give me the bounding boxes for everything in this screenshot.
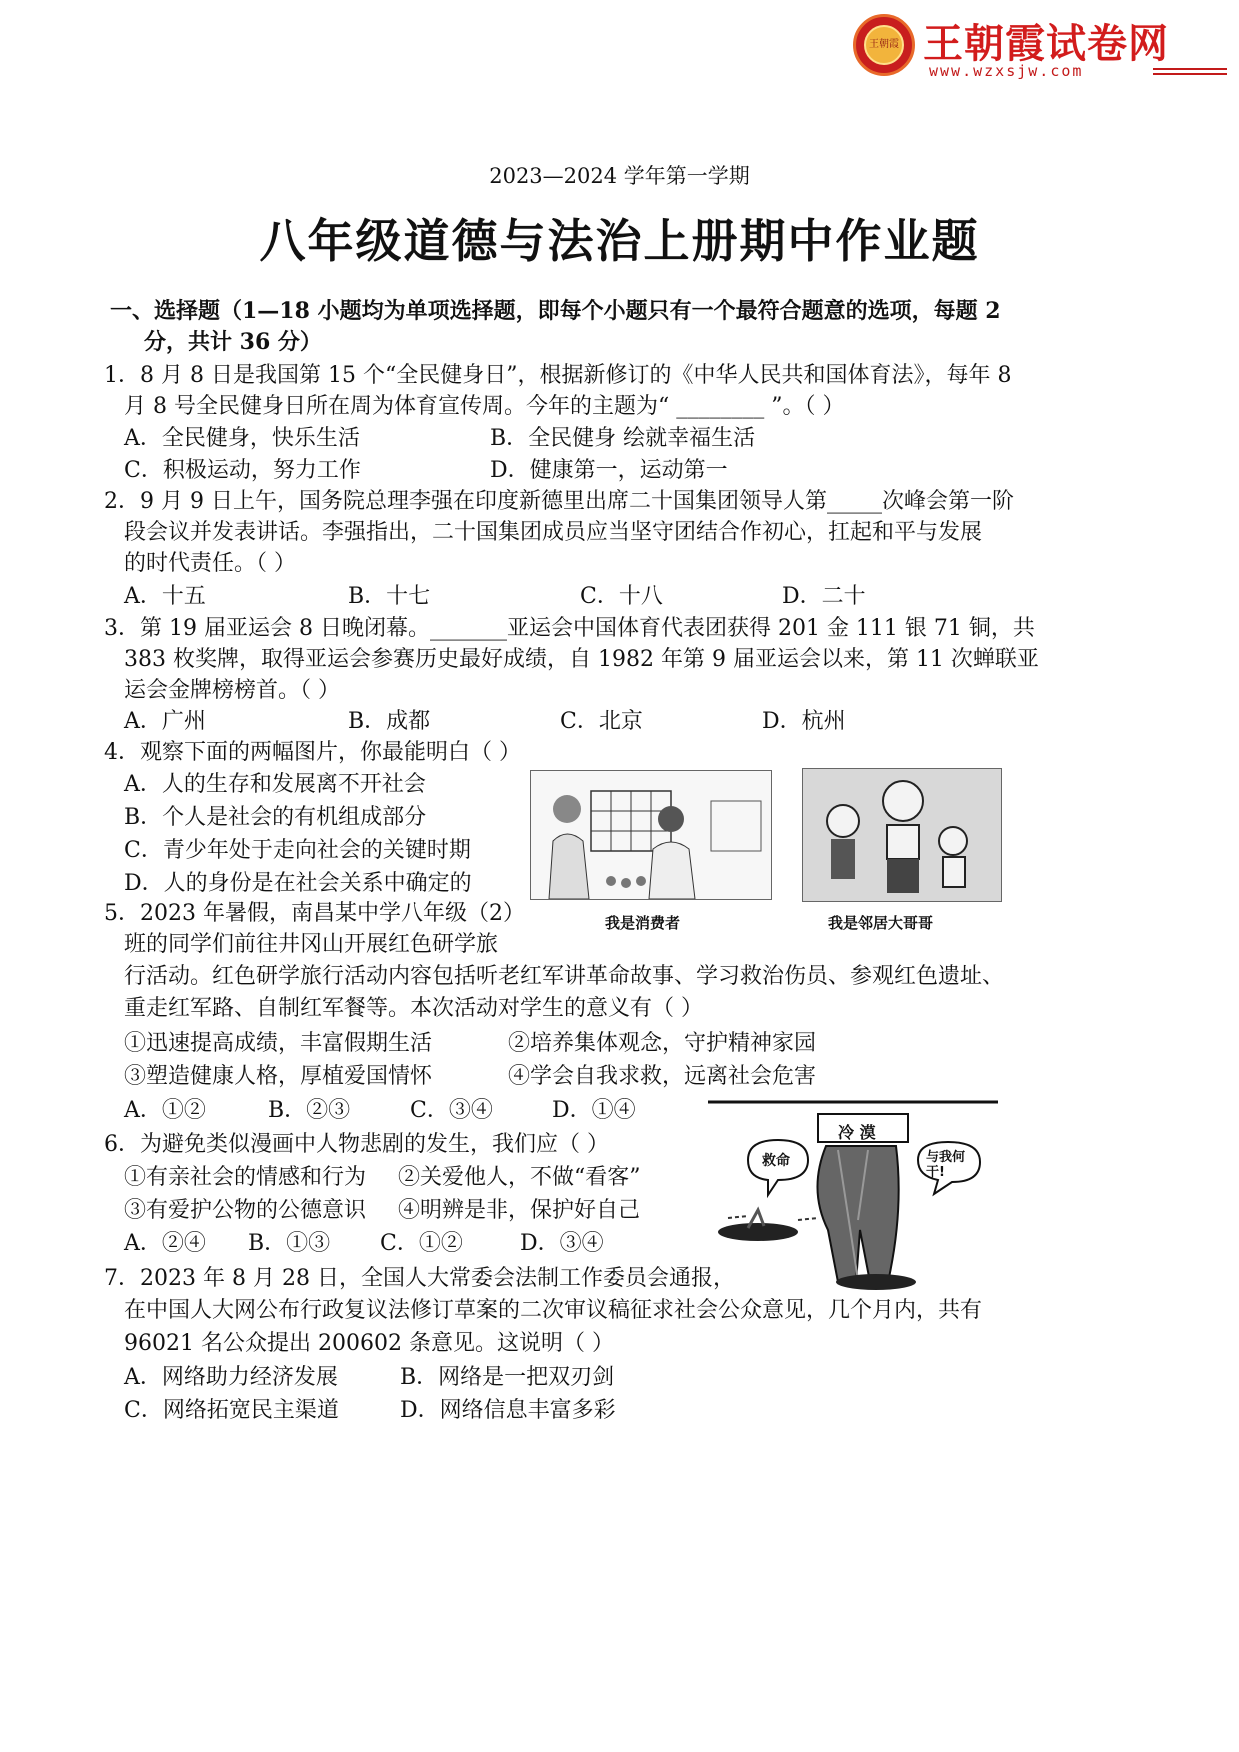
logo-url: www.wzxsjw.com	[929, 62, 1084, 80]
q6-stem: 6．为避免类似漫画中人物悲剧的发生，我们应（ ）	[104, 1132, 609, 1157]
q3-option-b: B．成都	[348, 709, 431, 734]
q5-item-1: ①迅速提高成绩，丰富假期生活	[124, 1031, 433, 1056]
q3-stem-cont: 383 枚奖牌，取得亚运会参赛历史最好成绩，自 1982 年第 9 届亚运会以来，第 11 次蝉联亚	[124, 647, 1039, 672]
q6-item-2: ②关爱他人，不做“看客”	[398, 1165, 641, 1190]
q7-stem-cont: 在中国人大网公布行政复议法修订草案的二次审议稿征求社会公众意见，几个月内，共有	[124, 1298, 983, 1323]
q3-option-d: D．杭州	[762, 709, 846, 734]
q3-option-c: C．北京	[560, 709, 643, 734]
section-heading: 一、选择题（1—18 小题均为单项选择题，即每个小题只有一个最符合题意的选项，每题 2	[110, 298, 1001, 324]
q7-option-a: A．网络助力经济发展	[124, 1365, 338, 1390]
q3-option-a: A．广州	[124, 709, 206, 734]
q5-stem-end: 重走红军路、自制红军餐等。本次活动对学生的意义有（ ）	[124, 996, 703, 1021]
q6-item-1: ①有亲社会的情感和行为	[124, 1165, 367, 1190]
cartoon-say-label: 与我何干!	[926, 1150, 966, 1180]
q2-stem: 2．9 月 9 日上午，国务院总理李强在印度新德里出席二十国集团领导人第_____次峰会第一阶	[104, 489, 1014, 514]
q7-option-b: B．网络是一把双刃剑	[400, 1365, 615, 1390]
q5-stem-cont2: 行活动。红色研学旅行活动内容包括听老红军讲革命故事、学习救治伤员、参观红色遗址、	[124, 964, 1005, 989]
q3-stem-end: 运会金牌榜榜首。（ ）	[124, 678, 340, 703]
q6-option-b: B．①③	[248, 1231, 331, 1256]
q7-option-d: D．网络信息丰富多彩	[400, 1398, 616, 1423]
q2-option-c: C．十八	[580, 584, 663, 609]
q5-option-d: D．①④	[552, 1098, 636, 1123]
consumer-illustration	[530, 770, 772, 900]
q6-option-a: A．②④	[124, 1231, 206, 1256]
q4-option-d: D．人的身份是在社会关系中确定的	[124, 871, 472, 896]
q1-option-b: B．全民健身 绘就幸福生活	[490, 426, 756, 451]
q7-stem: 7．2023 年 8 月 28 日，全国人大常委会法制工作委员会通报，	[104, 1266, 735, 1291]
q5-item-4: ④学会自我求救，远离社会危害	[508, 1064, 817, 1089]
logo-name: 王朝霞试卷网	[923, 21, 1169, 67]
q1-stem-cont: 月 8 号全民健身日所在周为体育宣传周。今年的主题为“ ________ ”。（ ）	[124, 394, 845, 419]
q7-option-c: C．网络拓宽民主渠道	[124, 1398, 339, 1423]
q5-option-c: C．③④	[410, 1098, 493, 1123]
q6-option-c: C．①②	[380, 1231, 463, 1256]
q2-option-b: B．十七	[348, 584, 431, 609]
q4-option-c: C．青少年处于走向社会的关键时期	[124, 838, 471, 863]
q2-stem-cont: 段会议并发表讲话。李强指出，二十国集团成员应当坚守团结合作初心，扛起和平与发展	[124, 520, 983, 545]
q5-item-2: ②培养集体观念，守护精神家园	[508, 1031, 817, 1056]
q6-item-4: ④明辨是非，保护好自己	[398, 1198, 641, 1223]
q1-option-c: C．积极运动，努力工作	[124, 458, 361, 483]
q5-stem-cont: 班的同学们前往井冈山开展红色研学旅	[124, 932, 499, 957]
q5-stem: 5．2023 年暑假，南昌某中学八年级（2）	[104, 901, 525, 926]
q2-stem-end: 的时代责任。（ ）	[124, 551, 296, 576]
q2-option-d: D．二十	[782, 584, 866, 609]
section-heading-cont: 分，共计 36 分）	[144, 329, 322, 355]
q3-stem: 3．第 19 届亚运会 8 日晚闭幕。_______亚运会中国体育代表团获得 201 金 111 银 71 铜，共	[104, 616, 1035, 641]
q1-option-a: A．全民健身，快乐生活	[124, 426, 360, 451]
q1-option-d: D．健康第一，运动第一	[490, 458, 728, 483]
q5-option-b: B．②③	[268, 1098, 351, 1123]
q5-option-a: A．①②	[124, 1098, 206, 1123]
consumer-caption: 我是消费者	[605, 914, 681, 932]
cartoon-hat-label: 冷 漠	[838, 1123, 876, 1142]
q6-item-3: ③有爱护公物的公德意识	[124, 1198, 367, 1223]
neighbor-caption: 我是邻居大哥哥	[828, 914, 934, 932]
q4-stem: 4．观察下面的两幅图片，你最能明白（ ）	[104, 740, 521, 765]
cartoon-cry-label: 救命	[762, 1153, 790, 1169]
q4-option-a: A．人的生存和发展离不开社会	[124, 772, 426, 797]
q7-stem-end: 96021 名公众提出 200602 条意见。这说明（ ）	[124, 1331, 614, 1356]
seal-icon: 王朝霞	[853, 14, 915, 76]
q5-item-3: ③塑造健康人格，厚植爱国情怀	[124, 1064, 433, 1089]
site-logo	[853, 10, 1233, 88]
q2-option-a: A．十五	[124, 584, 206, 609]
term-label: 2023—2024 学年第一学期	[489, 164, 750, 188]
q4-option-b: B．个人是社会的有机组成部分	[124, 805, 427, 830]
indifference-cartoon	[708, 1100, 998, 1290]
q1-stem: 1．8 月 8 日是我国第 15 个“全民健身日”，根据新修订的《中华人民共和国体育法》，每年 8	[104, 363, 1012, 388]
neighbor-illustration	[802, 768, 1002, 902]
page-title: 八年级道德与法治上册期中作业题	[259, 214, 980, 268]
q6-option-d: D．③④	[520, 1231, 604, 1256]
